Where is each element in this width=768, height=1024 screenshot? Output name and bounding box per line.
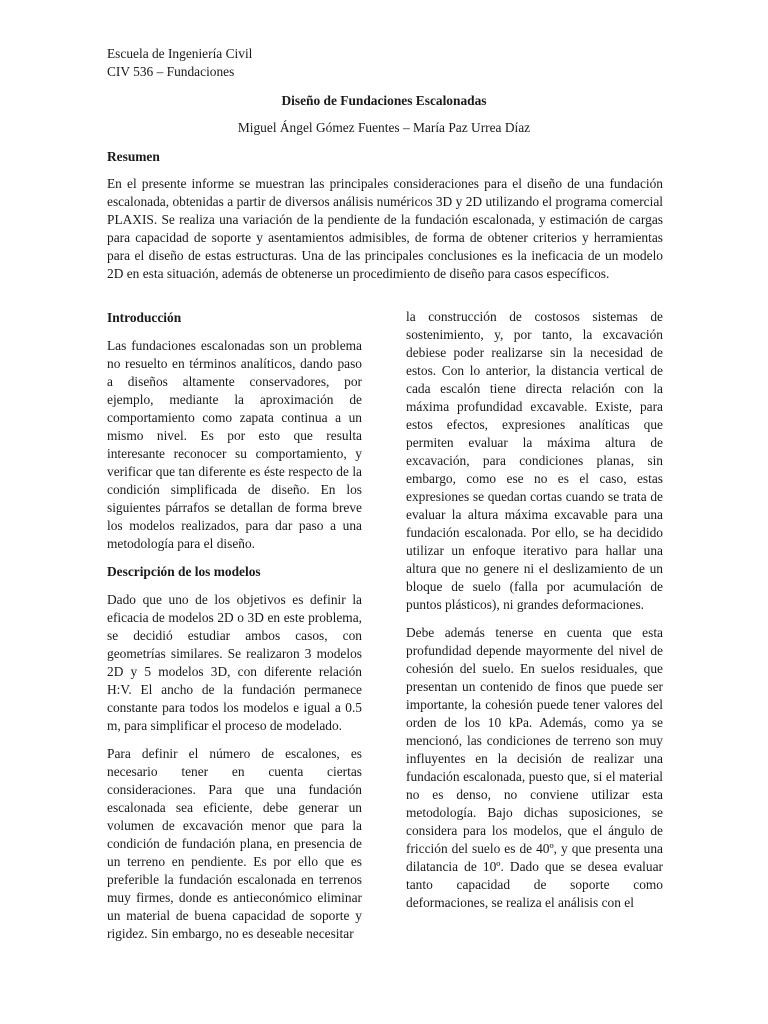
left-column <box>107 309 362 953</box>
abstract-heading: Resumen <box>107 149 160 164</box>
document-header <box>107 45 252 81</box>
right-column <box>406 308 663 922</box>
models-paragraph-2: Para definir el número de escalones, es necesario tener en cuenta ciertas consideraciones. Para que una fundación escalonada sea eficiente, debe generar un volumen de excavación menor que para la condición de fundación plana, en presencia de un terreno en pendiente. Es por ello que es preferible la fundación escalonada en terrenos muy firmes, donde es antieconómico eliminar un material de buena capacidad de soporte y rigidez. Sin embargo, no es deseable necesitar <box>107 746 362 941</box>
paper-authors: Miguel Ángel Gómez Fuentes – María Paz Urrea Díaz <box>237 120 531 135</box>
course-name: CIV 536 – Fundaciones <box>107 64 235 79</box>
abstract-text: En el presente informe se muestran las principales consideraciones para el diseño de una fundación escalonada, obtenidas a partir de diversos análisis numéricos 3D y 2D utilizando el programa comercial PLAXIS. Se realiza una variación de la pendiente de la fundación escalonada, y estimación de cargas para capacidad de soporte y asentamientos admisibles, de forma de obtener criterios y herramientas para el diseño de estas estructuras. Una de las principales conclusiones es la ineficacia de un modelo 2D en esta situación, además de obtenerse un procedimiento de diseño para casos específicos. <box>107 176 663 281</box>
intro-heading: Introducción <box>107 310 182 325</box>
models-paragraph-1: Dado que uno de los objetivos es definir la eficacia de modelos 2D o 3D en este problema, se decidió estudiar ambos casos, con geometrías similares. Se realizaron 3 modelos 2D y 5 modelos 3D, con diferente relación H:V. El ancho de la fundación permanece constante para todos los modelos e igual a 0.5 m, para simplificar el proceso de modelado. <box>107 592 362 733</box>
right-paragraph-1: la construcción de costosos sistemas de sostenimiento, y, por tanto, la excavación debiese poder realizarse sin la necesidad de estos. Con lo anterior, la distancia vertical de cada escalón tiene directa relación con la máxima profundidad excavable. Existe, para estos efectos, expresiones analíticas que permiten evaluar la máxima altura de excavación, para condiciones planas, sin embargo, como ese no es el caso, estas expresiones se quedan cortas cuando se trata de evaluar la altura máxima excavable para una fundación escalonada. Por ello, se ha decidido utilizar un enfoque iterativo para hallar una altura que no genere ni el deslizamiento de un bloque de suelo (falla por acumulación de puntos plásticos), ni grandes deformaciones. <box>406 309 663 612</box>
models-heading: Descripción de los modelos <box>107 564 261 579</box>
right-paragraph-2: Debe además tenerse en cuenta que esta profundidad depende mayormente del nivel de cohesión del suelo. En suelos residuales, que presentan un contenido de finos que puede ser importante, la cohesión puede tener valores del orden de los 10 kPa. Además, como ya se mencionó, las condiciones de terreno son muy influyentes en la decisión de realizar una fundación escalonada, puesto que, si el material no es denso, no conviene utilizar esta metodología. Bajo dichas suposiciones, se considera para los modelos, que el ángulo de fricción del suelo es de 40º, y que presenta una dilatancia de 10º. Dado que se desea evaluar tanto capacidad de soporte como deformaciones, se realiza el análisis con el <box>406 625 663 910</box>
school-name: Escuela de Ingeniería Civil <box>107 46 253 61</box>
paper-title: Diseño de Fundaciones Escalonadas <box>281 93 487 108</box>
intro-paragraph: Las fundaciones escalonadas son un problema no resuelto en términos analíticos, dando paso a diseños altamente conservadores, por ejemplo, mediante la aproximación de comportamiento como zapata continua a un mismo nivel. Es por esto que resulta interesante reconocer su comportamiento, y verificar que tan diferente es éste respecto de la condición simplificada de diseño. En los siguientes párrafos se detallan de forma breve los modelos realizados, para dar paso a una metodología para el diseño. <box>107 338 362 551</box>
